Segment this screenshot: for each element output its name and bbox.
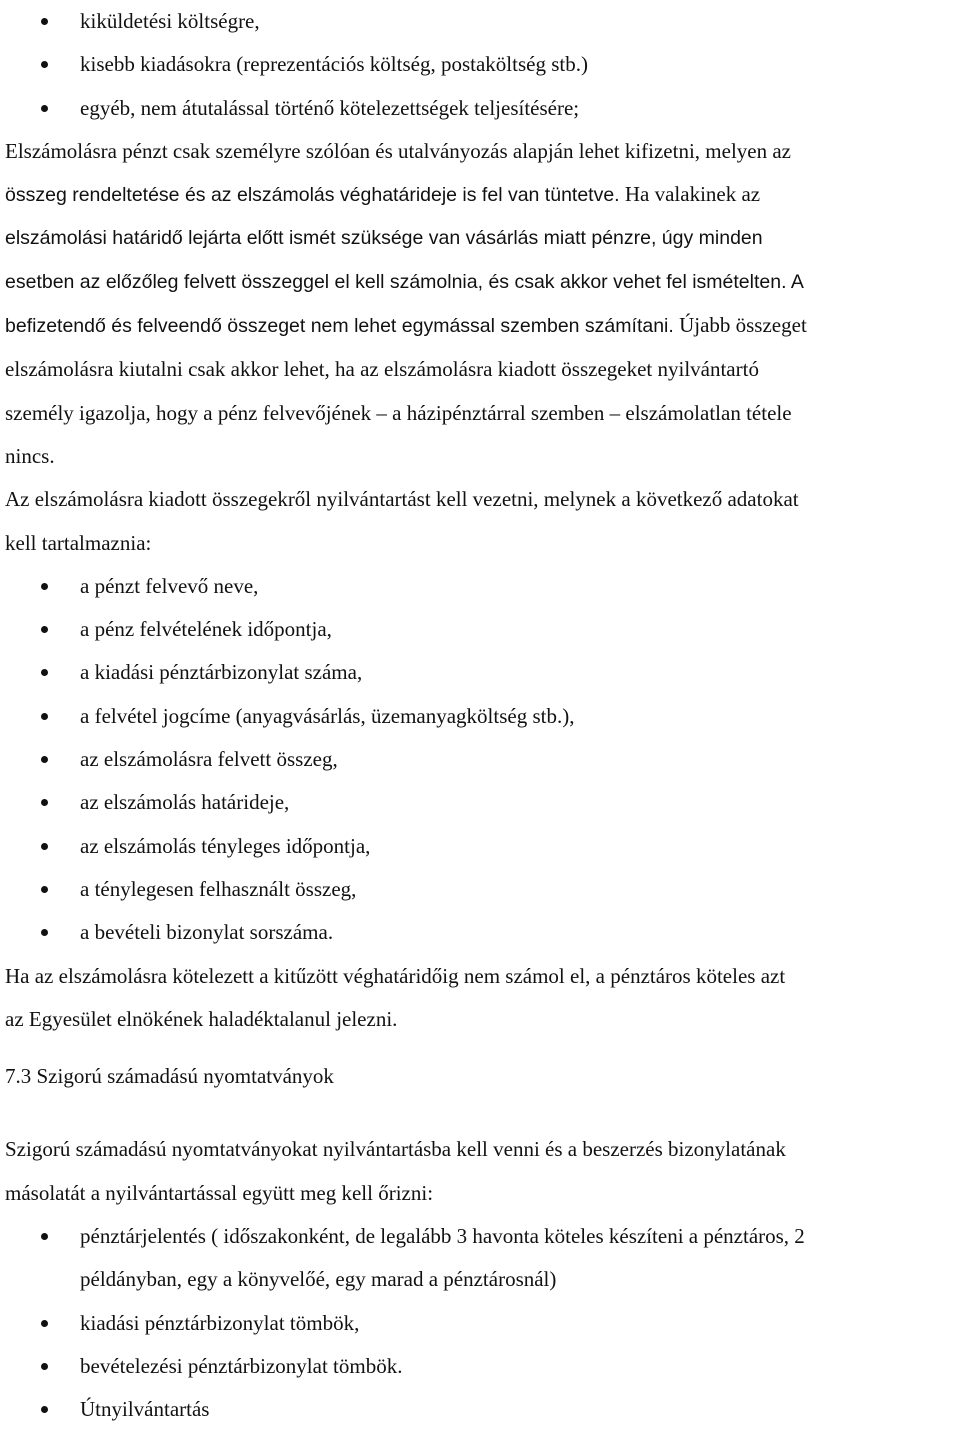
strict-forms-paragraph <box>5 1128 955 1215</box>
text-line: nincs. <box>5 443 55 468</box>
register-paragraph <box>5 478 955 565</box>
text-span: Ha valakinek az <box>619 182 761 207</box>
text-line: elszámolási határidő lejárta előtt ismét szüksége van vásárlás miatt pénzre, úgy minden <box>5 227 763 250</box>
text-line: az Egyesület elnökének haladéktalanul jelezni. <box>5 1006 398 1031</box>
text-line: Szigorú számadású nyomtatványokat nyilvántartásba kell venni és a beszerzés bizonylatának <box>5 1137 786 1162</box>
list-item: a felvétel jogcíme (anyagvásárlás, üzemanyagköltség stb.), <box>5 695 955 738</box>
list-item: a bevételi bizonylat sorszáma. <box>5 911 955 954</box>
settlement-paragraph <box>5 130 955 478</box>
list-item: a pénz felvételének időpontja, <box>5 608 955 651</box>
list-item: egyéb, nem átutalással történő kötelezettségek teljesítésére; <box>5 87 955 130</box>
deadline-paragraph <box>5 955 955 1042</box>
list-item <box>5 1215 955 1302</box>
text-line: személy igazolja, hogy a pénz felvevőjének – a házipénztárral szemben – elszámolatlan tétele <box>5 400 792 425</box>
text-span: Újabb összeget <box>673 313 807 338</box>
list-item: kisebb kiadásokra (reprezentációs költség, postaköltség stb.) <box>5 43 955 86</box>
list-item: kiadási pénztárbizonylat tömbök, <box>5 1302 955 1345</box>
register-fields-list <box>5 565 955 955</box>
text-line: kell tartalmaznia: <box>5 530 152 555</box>
text-line: pénztárjelentés ( időszakonként, de legalább 3 havonta köteles készíteni a pénztáros, 2 <box>80 1224 805 1249</box>
section-heading: 7.3 Szigorú számadású nyomtatványok <box>5 1064 334 1089</box>
document-page <box>5 0 955 1432</box>
text-line <box>5 173 955 217</box>
list-item: kiküldetési költségre, <box>5 0 955 43</box>
text-span: összeg rendeltetése és az elszámolás véghatárideje is fel van tüntetve. <box>5 184 620 207</box>
text-span: befizetendő és felveendő összeget nem lehet egymással szemben számítani. <box>5 315 674 338</box>
list-item: a ténylegesen felhasznált összeg, <box>5 868 955 911</box>
expense-purpose-list <box>5 0 955 130</box>
list-item: az elszámolás tényleges időpontja, <box>5 825 955 868</box>
text-line: esetben az előzőleg felvett összeggel el kell számolnia, és csak akkor vehet fel ismételten. A <box>5 270 804 293</box>
list-item: az elszámolás határideje, <box>5 781 955 824</box>
text-line: Elszámolásra pénzt csak személyre szólóan és utalványozás alapján lehet kifizetni, melyen az <box>5 138 791 163</box>
list-item: az elszámolásra felvett összeg, <box>5 738 955 781</box>
text-line: másolatát a nyilvántartással együtt meg kell őrizni: <box>5 1180 434 1205</box>
text-line <box>5 304 955 348</box>
text-line: példányban, egy a könyvelőé, egy marad a pénztárosnál) <box>80 1267 557 1292</box>
list-item: bevételezési pénztárbizonylat tömbök. <box>5 1345 955 1388</box>
text-line: Ha az elszámolásra kötelezett a kitűzött véghatáridőig nem számol el, a pénztáros köteles azt <box>5 963 786 988</box>
list-item: a kiadási pénztárbizonylat száma, <box>5 651 955 694</box>
strict-forms-list <box>5 1215 955 1431</box>
list-item: Útnyilvántartás <box>5 1388 955 1431</box>
list-item: a pénzt felvevő neve, <box>5 565 955 608</box>
text-line: Az elszámolásra kiadott összegekről nyilvántartást kell vezetni, melynek a következő adatokat <box>5 487 799 512</box>
text-line: elszámolásra kiutalni csak akkor lehet, ha az elszámolásra kiadott összegeket nyilvántartó <box>5 357 759 382</box>
